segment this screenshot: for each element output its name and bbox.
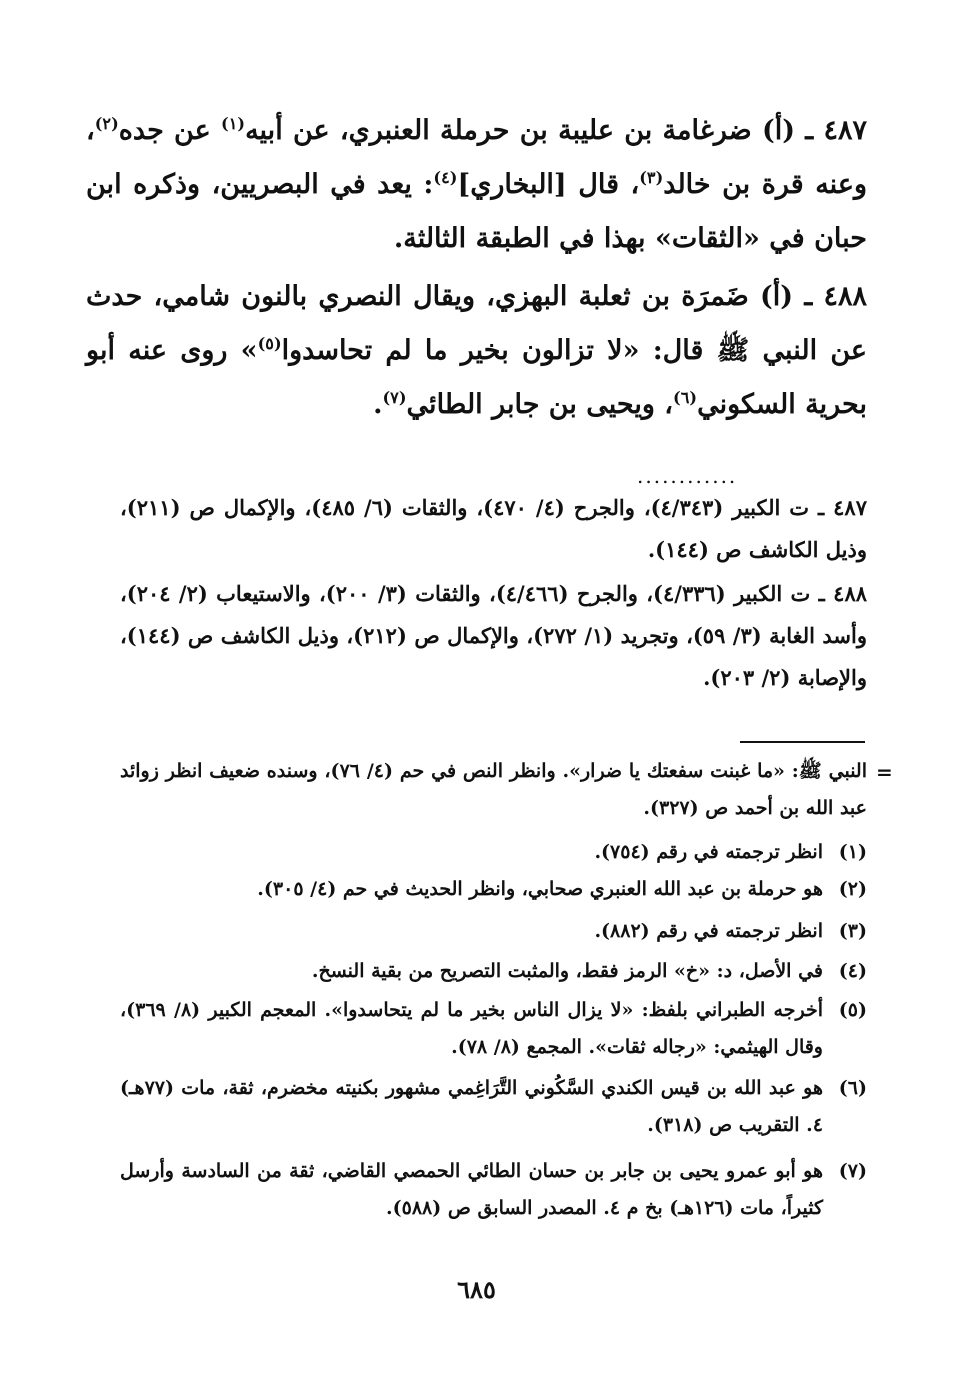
reference-text: ت الكبير (٤/٣٤٣)، والجرح (٤/ ٤٧٠)، والثقات (٦/ ٤٨٥)، والإكمال ص (٢١١)، وذيل الكاشف ص (١٤٤). <box>120 495 867 562</box>
footnote-ref: (٤) <box>433 168 458 187</box>
footnote-1 <box>120 834 867 871</box>
footnote-2 <box>120 871 867 908</box>
footnote-number: (٦) <box>838 1077 867 1099</box>
reference-text: ت الكبير (٤/٣٣٦)، والجرح (٤/٤٦٦)، والثقات (٣/ ٢٠٠)، والاستيعاب (٢/ ٢٠٤)، وأسد الغابة (٣/ ٥٩)، وتجريد (١/ ٢٧٢)، والإكمال ص (٢١٢)، وذيل الكاشف ص (١٤٤)، والإصابة (٢/ ٢٠٣). <box>120 581 868 690</box>
footnote-continuation: النبي ﷺ: «ما غبنت سفعتك يا ضرار». وانظر النص في حم (٤/ ٧٦)، وسنده ضعيف انظر زوائد عبد الله بن أحمد ص (٣٢٧). <box>120 760 867 819</box>
reference-488 <box>120 573 867 699</box>
footnote-ref: (٥) <box>257 334 282 353</box>
footnote-text: هو عبد الله بن قيس الكندي السَّكُوني التَّرَاغِمي مشهور بكنيته مخضرم، ثقة، مات (٧٧هـ) ٤. التقريب ص (٣١٨). <box>120 1077 823 1136</box>
entry-text: : يعد في البصريين، وذكره ابن حبان في «الثقات» بهذا في الطبقة الثالثة. <box>86 169 867 254</box>
entry-text: » روى عنه أبو بحرية السكوني <box>86 335 867 420</box>
entry-text: (أ) ضرغامة بن عليبة بن حرملة العنبري، عن أبيه <box>245 115 795 146</box>
entry-488 <box>86 270 867 432</box>
footnote-3 <box>120 913 867 950</box>
footnote-text: أخرجه الطبراني بلفظ: «لا يزال الناس بخير ما لم يتحاسدوا». المعجم الكبير (٨/ ٣٦٩)، وقال الهيثمي: «رجاله ثقات». المجمع (٨/ ٧٨). <box>120 999 824 1058</box>
entry-text: . <box>373 389 383 420</box>
footnote-ref: (١) <box>221 114 246 133</box>
footnote-text: هو حرملة بن عبد الله العنبري صحابي، وانظر الحديث في حم (٤/ ٣٠٥). <box>257 878 823 900</box>
footnote-text: في الأصل، د: «خ» الرمز فقط، والمثبت التصريح من بقية النسخ. <box>311 960 823 982</box>
reference-number: ٤٨٨ ـ <box>818 581 868 606</box>
footnote-number: (٧) <box>838 1160 867 1182</box>
footnote-text: انظر ترجمته في رقم (٧٥٤). <box>594 841 823 863</box>
footnote-text: هو أبو عمرو يحيى بن جابر بن حسان الطائي الحمصي القاضي، ثقة من السادسة وأرسل كثيراً، مات (١٢٦هـ) بخ م ٤. المصدر السابق ص (٥٨٨). <box>120 1160 823 1219</box>
footnote-number: (٣) <box>838 920 867 942</box>
footnote-5 <box>120 992 867 1066</box>
entry-text: عن جده <box>118 115 222 146</box>
entry-text: ، وعنه قرة بن خالد <box>86 115 867 200</box>
footnote-4 <box>120 953 867 990</box>
footnote-6 <box>120 1070 867 1144</box>
entry-number: ٤٨٨ ـ <box>804 281 868 312</box>
footnote-divider <box>740 741 865 743</box>
reference-487 <box>120 487 867 571</box>
continuation-mark: = <box>876 760 893 784</box>
footnote-ref: (٣) <box>639 168 664 187</box>
entry-text: ، ويحيى بن جابر الطائي <box>406 389 674 420</box>
footnote-ref: (٦) <box>673 388 698 407</box>
page-number: ٦٨٥ <box>457 1275 496 1304</box>
entry-text: ، قال [البخاري] <box>457 169 640 200</box>
footnote-number: (٥) <box>838 999 867 1021</box>
footnote-ref: (٧) <box>382 388 407 407</box>
entry-text: (أ) ضَمرَة بن ثعلبة البهزي، ويقال النصري بالنون شامي، حدث عن النبي ﷺ قال: «لا تزالون بخير ما لم تحاسدوا <box>86 281 868 366</box>
footnote-ref: (٢) <box>94 114 119 133</box>
footnote-number: (٤) <box>838 960 867 982</box>
footnote-7 <box>120 1153 867 1227</box>
entry-number: ٤٨٧ ـ <box>805 115 868 146</box>
footnote-number: (١) <box>838 841 867 863</box>
footnote-number: (٢) <box>838 878 867 900</box>
footnote-text: انظر ترجمته في رقم (٨٨٢). <box>594 920 823 942</box>
entry-487 <box>86 104 867 266</box>
separator-dots: ............ <box>637 464 738 488</box>
reference-number: ٤٨٧ ـ <box>818 495 867 520</box>
